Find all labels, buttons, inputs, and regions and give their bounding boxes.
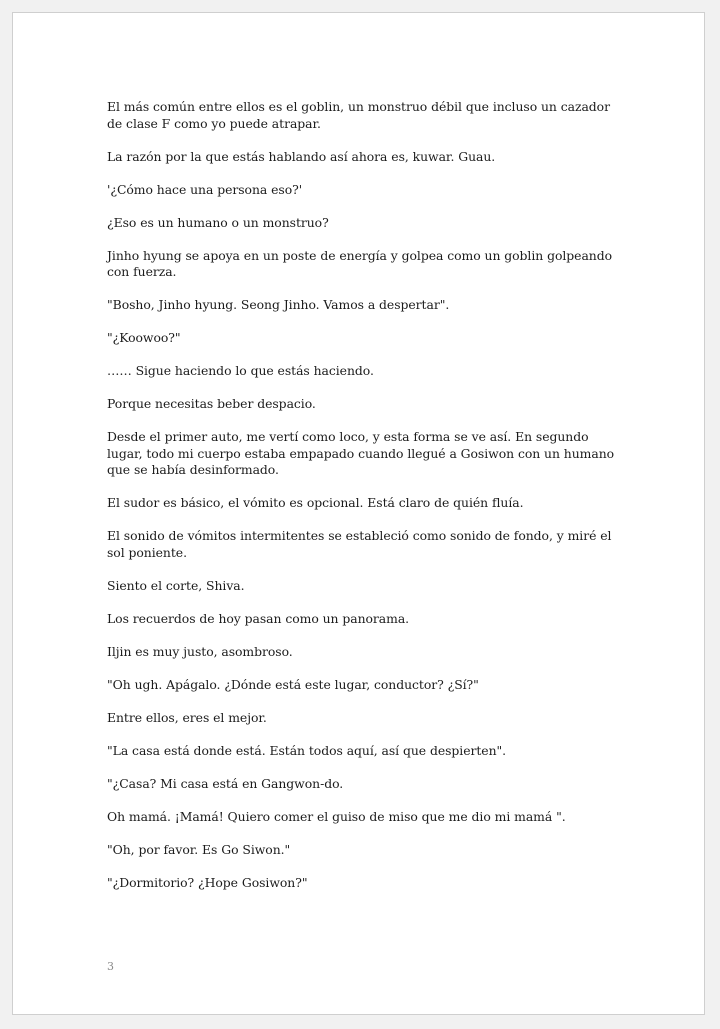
paragraph: El sudor es básico, el vómito es opcional. Está claro de quién fluía.: [107, 495, 524, 510]
paragraph: "¿Casa? Mi casa está en Gangwon-do.: [107, 775, 344, 791]
paragraph: El sonido de vómitos intermitentes se estableció como sonido de fondo, y miré el sol poniente.: [107, 528, 612, 560]
paragraph: …… Sigue haciendo lo que estás haciendo.: [107, 363, 374, 378]
paragraph: Desde el primer auto, me vertí como loco, y esta forma se ve así. En segundo lugar, todo mi cuerpo estaba empapado cuando llegué a Gosiwon con un humano que se había desinformado.: [107, 429, 615, 477]
paragraph: "Oh, por favor. Es Go Siwon.": [107, 841, 291, 857]
page-number: 3: [107, 960, 114, 973]
paragraph: Oh mamá. ¡Mamá! Quiero comer el guiso de miso que me dio mi mamá ".: [107, 808, 566, 824]
paragraph: "¿Dormitorio? ¿Hope Gosiwon?": [107, 874, 308, 890]
paragraph: "Oh ugh. Apágalo. ¿Dónde está este lugar, conductor? ¿Sí?": [107, 676, 479, 692]
paragraph: "Bosho, Jinho hyung. Seong Jinho. Vamos a despertar".: [107, 297, 450, 312]
page-body: [107, 99, 617, 908]
document-page: [12, 12, 705, 1015]
paragraph: ¿Eso es un humano o un monstruo?: [107, 214, 329, 230]
paragraph: "¿Koowoo?": [107, 330, 181, 345]
paragraph: Jinho hyung se apoya en un poste de energía y golpea como un goblin golpeando con fuerza.: [107, 247, 613, 279]
paragraph: Entre ellos, eres el mejor.: [107, 709, 267, 725]
paragraph: Iljin es muy justo, asombroso.: [107, 643, 293, 659]
paragraph: Porque necesitas beber despacio.: [107, 396, 316, 411]
paragraph: '¿Cómo hace una persona eso?': [107, 181, 303, 197]
paragraph: Siento el corte, Shiva.: [107, 577, 245, 593]
paragraph: La razón por la que estás hablando así ahora es, kuwar. Guau.: [107, 148, 496, 164]
paragraph: Los recuerdos de hoy pasan como un panorama.: [107, 610, 410, 626]
paragraph: El más común entre ellos es el goblin, un monstruo débil que incluso un cazador de clase F como yo puede atrapar.: [107, 99, 610, 131]
paragraph: "La casa está donde está. Están todos aquí, así que despierten".: [107, 742, 507, 758]
